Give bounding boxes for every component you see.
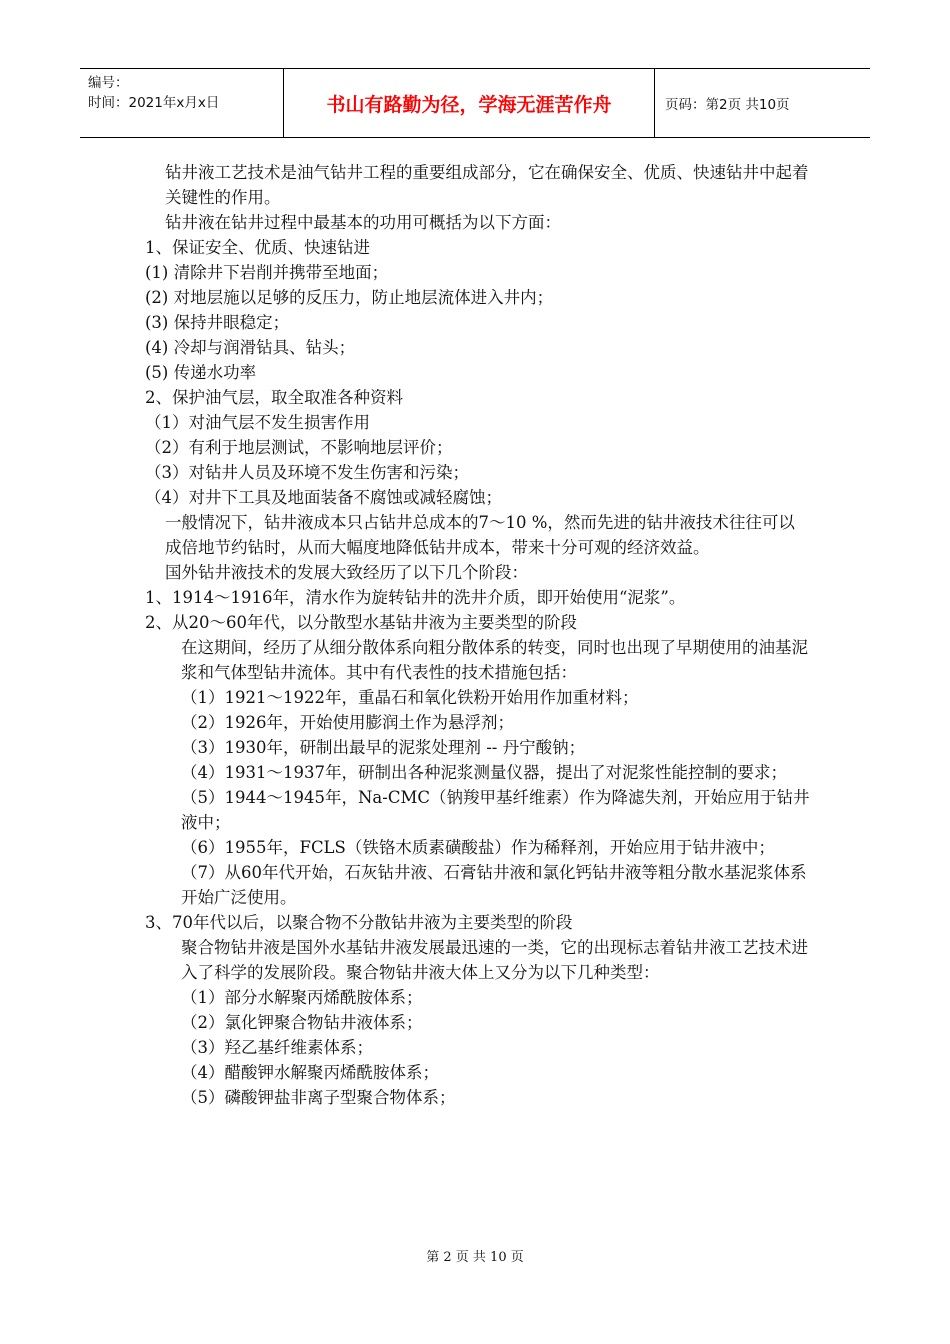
stage-paragraph: 在这期间，经历了从细分散体系向粗分散体系的转变，同时也出现了早期使用的油基泥浆和气体型钻井流体。其中有代表性的技术措施包括： xyxy=(181,638,808,682)
list-item: （4）对井下工具及地面装备不腐蚀或减轻腐蚀； xyxy=(145,488,502,507)
section-heading: 2、保护油气层，取全取准各种资料 xyxy=(145,388,403,407)
list-item: (1) 清除井下岩削并携带至地面； xyxy=(145,263,389,282)
list-item: （5）1944～1945年，Na-CMC（钠羧甲基纤维素）作为降滤失剂，开始应用于钻井液中； xyxy=(181,788,810,832)
list-item: （3）1930年，研制出最早的泥浆处理剂 -- 丹宁酸钠； xyxy=(181,738,586,757)
list-item: （2）1926年，开始使用膨润土作为悬浮剂； xyxy=(181,713,514,732)
list-item: （5）磷酸钾盐非离子型聚合物体系； xyxy=(181,1088,456,1107)
list-item: （1）部分水解聚丙烯酰胺体系； xyxy=(181,988,423,1007)
document-body xyxy=(145,160,810,1110)
section-heading: 1、保证安全、优质、快速钻进 xyxy=(145,238,370,257)
list-item: （7）从60年代开始，石灰钻井液、石膏钻井液和氯化钙钻井液等粗分散水基泥浆体系开始广泛使用。 xyxy=(181,863,807,907)
list-item: (4) 冷却与润滑钻具、钻头； xyxy=(145,338,356,357)
functions-intro: 钻井液在钻井过程中最基本的功用可概括为以下方面： xyxy=(165,213,561,232)
list-item: （3）对钻井人员及环境不发生伤害和污染； xyxy=(145,463,469,482)
header-number-label: 编号： xyxy=(88,75,129,91)
list-item: （3）羟乙基纤维素体系； xyxy=(181,1038,373,1057)
list-item: （1）对油气层不发生损害作用 xyxy=(145,413,370,432)
history-intro: 国外钻井液技术的发展大致经历了以下几个阶段： xyxy=(165,563,528,582)
stage-heading: 3、70年代以后，以聚合物不分散钻井液为主要类型的阶段 xyxy=(145,913,573,932)
header-meta xyxy=(80,69,283,137)
page-footer: 第 2 页 共 10 页 xyxy=(426,1250,524,1265)
list-item: （2）氯化钾聚合物钻井液体系； xyxy=(181,1013,423,1032)
list-item: (5) 传递水功率 xyxy=(145,363,257,382)
cost-paragraph: 一般情况下，钻井液成本只占钻井总成本的7～10 %，然而先进的钻井液技术往往可以成倍地节约钻时，从而大幅度地降低钻井成本，带来十分可观的经济效益。 xyxy=(165,513,795,557)
list-item: （2）有利于地层测试，不影响地层评价； xyxy=(145,438,453,457)
header-page-info: 页码：第2页 共10页 xyxy=(665,97,790,113)
list-item: （1）1921～1922年，重晶石和氧化铁粉开始用作加重材料； xyxy=(181,688,639,707)
stage-paragraph: 聚合物钻井液是国外水基钻井液发展最迅速的一类，它的出现标志着钻井液工艺技术进入了科学的发展阶段。聚合物钻井液大体上又分为以下几种类型： xyxy=(181,938,808,982)
list-item: （4）醋酸钾水解聚丙烯酰胺体系； xyxy=(181,1063,439,1082)
list-item: (3) 保持井眼稳定； xyxy=(145,313,290,332)
list-item: （6）1955年，FCLS（铁铬木质素磺酸盐）作为稀释剂，开始应用于钻井液中； xyxy=(181,838,775,857)
page-header xyxy=(80,68,870,138)
header-motto: 书山有路勤为径，学海无涯苦作舟 xyxy=(283,69,655,137)
stage-heading: 1、1914～1916年，清水作为旋转钻井的洗井介质，即开始使用“泥浆”。 xyxy=(145,588,686,607)
list-item: (2) 对地层施以足够的反压力，防止地层流体进入井内； xyxy=(145,288,554,307)
stage-heading: 2、从20～60年代，以分散型水基钻井液为主要类型的阶段 xyxy=(145,613,577,632)
intro-paragraph: 钻井液工艺技术是油气钻井工程的重要组成部分，它在确保安全、优质、快速钻井中起着关键性的作用。 xyxy=(165,163,809,207)
list-item: （4）1931～1937年，研制出各种泥浆测量仪器，提出了对泥浆性能控制的要求； xyxy=(181,763,787,782)
header-time-label: 时间：2021年x月x日 xyxy=(88,95,220,111)
